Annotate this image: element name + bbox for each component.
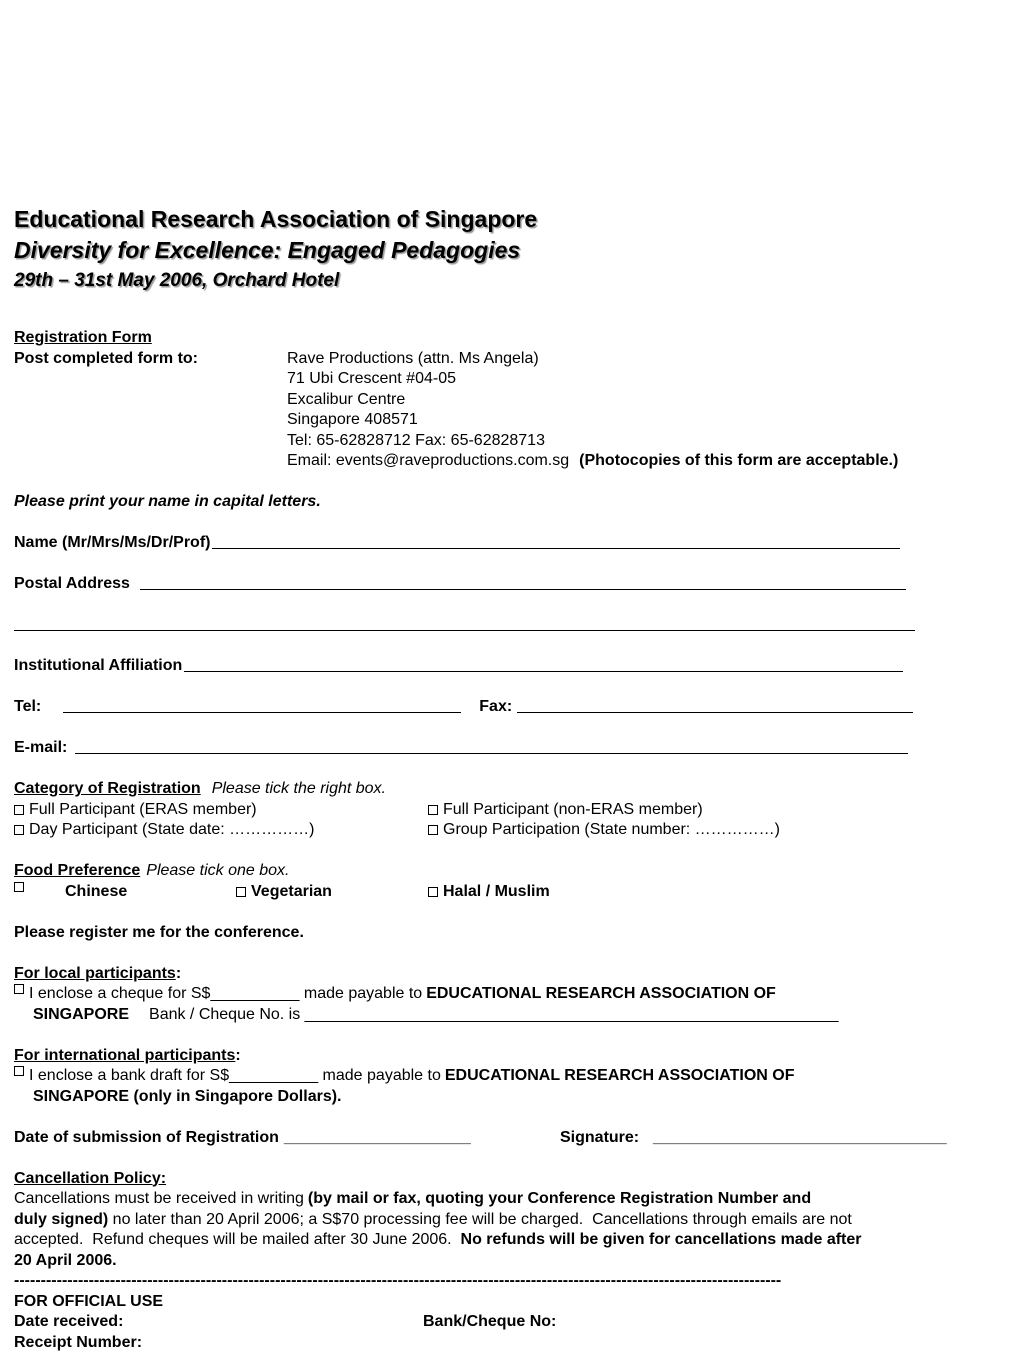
- official-use-heading: FOR OFFICIAL USE: [14, 1292, 164, 1310]
- cancellation-date: 20 April 2006.: [14, 1251, 117, 1269]
- address-line: 71 Ubi Crescent #04-05: [287, 370, 456, 387]
- option-chinese: Chinese: [65, 882, 128, 900]
- checkbox-group-participation[interactable]: [428, 825, 438, 835]
- local-payee: EDUCATIONAL RESEARCH ASSOCIATION OF: [426, 985, 776, 1002]
- cancellation-text-bold: No refunds will be given for cancellations made after: [460, 1231, 862, 1248]
- tel-label: Tel:: [14, 698, 42, 715]
- signature-field[interactable]: _________________________________: [653, 1128, 947, 1146]
- cancellation-text-bold: duly signed): [14, 1210, 109, 1228]
- category-heading: Category of Registration: [14, 780, 201, 797]
- international-payee-cont: SINGAPORE (only in Singapore Dollars).: [33, 1087, 342, 1105]
- address-line: Excalibur Centre: [287, 390, 406, 408]
- checkbox-day-participant[interactable]: [14, 825, 24, 835]
- local-payee-cont: SINGAPORE: [33, 1005, 130, 1023]
- option-day-participant: Day Participant (State date: ……………): [29, 821, 315, 838]
- cancellation-text: no later than 20 April 2006; a S$70 processing fee will be charged. Cancellations through emails are not: [108, 1210, 852, 1228]
- tel-field[interactable]: [63, 697, 461, 713]
- email-label: E-mail:: [14, 739, 68, 756]
- category-hint: Please tick the right box.: [211, 780, 386, 797]
- postal-address-label: Postal Address: [14, 575, 130, 592]
- checkbox-vegetarian[interactable]: [236, 887, 246, 897]
- option-group-participation: Group Participation (State number: ……………): [443, 821, 781, 838]
- submission-date-field[interactable]: _____________________: [283, 1128, 471, 1146]
- post-to-label: Post completed form to:: [14, 349, 199, 367]
- event-date-venue: 29th – 31st May 2006, Orchard Hotel: [14, 270, 340, 291]
- institution-label: Institutional Affiliation: [14, 657, 183, 674]
- checkbox-non-eras-member[interactable]: [428, 805, 438, 815]
- postal-address-field-line2[interactable]: [14, 615, 915, 631]
- international-heading: For international participants: [14, 1046, 236, 1064]
- international-line1: I enclose a bank draft for S$__________ made payable to: [29, 1067, 441, 1084]
- date-received-label: Date received:: [14, 1313, 124, 1330]
- local-bank-cheque: Bank / Cheque No. is ____________________________________________________________: [149, 1005, 839, 1023]
- checkbox-chinese[interactable]: [14, 882, 24, 892]
- print-instruction: Please print your name in capital letters.: [14, 493, 321, 510]
- checkbox-local-cheque[interactable]: [14, 984, 24, 994]
- fax-label: Fax:: [479, 698, 513, 715]
- food-hint: Please tick one box.: [146, 862, 290, 879]
- receipt-number-label: Receipt Number:: [14, 1333, 143, 1351]
- checkbox-eras-member[interactable]: [14, 805, 24, 815]
- option-halal: Halal / Muslim: [443, 882, 550, 900]
- option-vegetarian: Vegetarian: [251, 882, 332, 900]
- address-line: Singapore 408571: [287, 411, 418, 428]
- address-line: Email: events@raveproductions.com.sg: [287, 452, 570, 469]
- bank-cheque-label: Bank/Cheque No:: [423, 1313, 557, 1330]
- checkbox-international-draft[interactable]: [14, 1066, 24, 1076]
- fax-field[interactable]: [517, 697, 913, 713]
- registration-form-page: Educational Research Association of Singapore Diversity for Excellence: Engaged Pedagogies 29th – 31st May 2006, Orchard Hotel Registration Form Post completed form to: Rave Productions (attn. Ms Angela) 71 Ubi Crescent #04-05 Excalibur Centre Singapore 408571 Tel: 65-62828712 Fax: 65-62828713 Email: events@raveproductions.com.sg (Photocopies of this form are acceptable.) Please print your name in capital letters. Name (Mr/Mrs/Ms/Dr/Prof) Postal Address Institutional Affiliation Tel: Fax: E-mail: Category of Registration Please tick the right box. Full Participant (ERAS member) Full Participant (non-ERAS member) Day Participant (State date: ……………) Group Participation (State number: ……………) Food Preference Please tick one box. Chinese Vegetarian Halal / Muslim Please register me for the conference. For local participants : I enclose a cheque for S$__________ made payable to EDUCATIONAL RESEARCH ASSOCIATION OF SINGAPORE Bank / Cheque No. is ____________________________________________________________ For international participants : I enclose a bank draft for S$__________ made payable to EDUCATIONAL RESEARCH ASSOCIATION OF SINGAPORE (only in Singapore Dollars). Date of submission of Registration _____________________ Signature: _________________________________ Cancellation Policy: Cancellations must be received in writing (by mail or fax, quoting your Conference Registration Number and duly signed) no later than 20 April 2006; a S$70 processing fee will be charged. Cancellations through emails are not accepted. Refund cheques will be mailed after 30 June 2006. No refunds will be given for cancellations made after 20 April 2006. ------------------------------------------------------------------------------------------------------------------------------------------------ FOR OFFICIAL USE Date received: Bank/Cheque No: Receipt Number:: [14, 204, 1014, 1353]
- name-label: Name (Mr/Mrs/Ms/Dr/Prof): [14, 534, 211, 551]
- option-non-eras-member: Full Participant (non-ERAS member): [443, 800, 703, 818]
- conference-title: Diversity for Excellence: Engaged Pedagogies: [14, 237, 521, 263]
- option-eras-member: Full Participant (ERAS member): [29, 800, 257, 818]
- address-line: Tel: 65-62828712 Fax: 65-62828713: [287, 431, 545, 449]
- organization-title: Educational Research Association of Singapore: [14, 206, 538, 232]
- address-line: Rave Productions (attn. Ms Angela): [287, 349, 539, 367]
- cancellation-text: accepted. Refund cheques will be mailed after 30 June 2006.: [14, 1231, 461, 1248]
- international-payee: EDUCATIONAL RESEARCH ASSOCIATION OF: [444, 1067, 795, 1084]
- cancellation-heading: Cancellation Policy:: [14, 1169, 167, 1187]
- registration-form-heading: Registration Form: [14, 329, 152, 346]
- official-divider: ------------------------------------------------------------------------------------------------------------------------------------------------: [14, 1272, 782, 1289]
- submission-date-label: Date of submission of Registration: [14, 1128, 279, 1146]
- cancellation-text-bold: (by mail or fax, quoting your Conference Registration Number and: [307, 1190, 812, 1207]
- cancellation-text: Cancellations must be received in writing: [14, 1190, 304, 1207]
- local-line1: I enclose a cheque for S$__________ made payable to: [29, 985, 423, 1002]
- food-heading: Food Preference: [14, 862, 141, 879]
- local-heading: For local participants: [14, 964, 176, 982]
- name-field[interactable]: [212, 533, 900, 549]
- institution-field[interactable]: [184, 656, 903, 672]
- photocopy-note: (Photocopies of this form are acceptable.): [579, 452, 899, 469]
- signature-label: Signature:: [560, 1128, 640, 1146]
- register-statement: Please register me for the conference.: [14, 923, 304, 941]
- postal-address-field[interactable]: [140, 574, 906, 590]
- email-field[interactable]: [75, 738, 908, 754]
- checkbox-halal[interactable]: [428, 887, 438, 897]
